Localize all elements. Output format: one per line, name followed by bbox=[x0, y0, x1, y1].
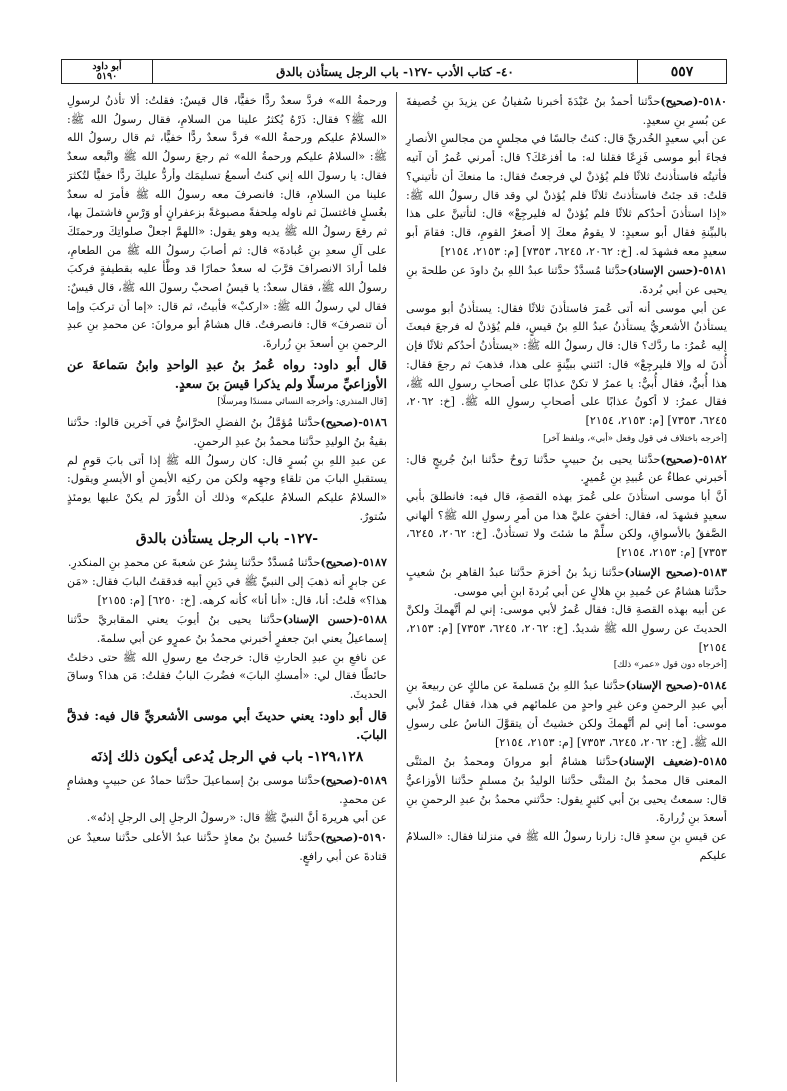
book-reference bbox=[62, 60, 152, 83]
hadith-text: عن عبدِ اللهِ بنِ بُسرٍ قال: كان رسولُ الله ﷺ إذا أتى بابَ قومٍ لم يستقبلِ البابَ من تلقاءِ وجهِه ولكن من ركنِه الأيمنِ أو الأيسرِ ويقول: «السلامُ عليكم السلامُ عليكم» وذلك أن الدُّورَ لم يكنْ عليها يومئذٍ سُتورٌ. bbox=[67, 453, 387, 523]
hadith-entry bbox=[406, 450, 727, 488]
hadith-number: ٥١٨٩-(صحيح) bbox=[320, 772, 387, 787]
hadith-number: ٥١٨٥-(ضعيف الإسناد) bbox=[618, 754, 727, 769]
hadith-number: ٥١٨٤-(صحيح الإسناد) bbox=[625, 678, 727, 693]
hadith-chain: حدَّثنا يحيى بنُ أيوبَ يعني المقابريَّ حدَّثنا إسماعيلُ يعني ابنَ جعفرٍ أخبرني محمدُ بنُ عمرٍو عن أبي سلمةَ. bbox=[67, 613, 387, 645]
hadith-text: عن أبي موسى أنه أتى عُمرَ فاستأذنَ ثلاثًا فقال: يستأذنُ أبو موسى يستأذنُ الأشعريُّ يستأذنُ عبدُ اللهِ بنُ قيسٍ، فلم يُؤذنْ له فرجعَ فبعثَ إليه عُمرُ: ما ردَّك؟ قال: قال رسولُ الله ﷺ: «يستأذنُ أحدُكم ثلاثًا فإن أُذنَ له وإلا فليرجِعْ» قال: ائتني ببيِّنةٍ على هذا، فذهبَ ثم رجعَ فقال: هذا أُبيٌّ، فقال أُبيٌّ: يا عمرُ لا تكنْ عذابًا على أصحابِ رسولِ الله ﷺ، فقال عمرُ: لا أكونُ عذابًا على أصحابِ رسولِ الله ﷺ. [خ: ٢٠٦٢، ٦٢٤٥، ٧٣٥٣] [م: ٢١٥٣، ٢١٥٤] bbox=[406, 301, 727, 427]
footnote: [أخرجه باختلاف في قول وفعل «أبي»، وبلفظ آخر] bbox=[543, 433, 727, 444]
hadith-text: أنَّ أبا موسى استأذنَ على عُمرَ بهذه القصةِ، قال فيه: فانطلقَ بأبي سعيدٍ فشهدَ له، فقال: أخفيَ عليَّ هذا من أمرِ رسولِ الله ﷺ؟ ألهاني الصَّفقُ بالأسواقِ، ولكن سلِّمْ ما شئتَ ولا تستأذنْ. [خ: ٢٠٦٢، ٦٢٤٥، ٧٣٥٣] [م: ٢١٥٣، ٢١٥٤] bbox=[406, 490, 727, 560]
hadith-chain: حدَّثنا مُؤمَّلُ بنُ الفضلِ الحرَّانيُّ في آخرين قالوا: حدَّثنا بقيةُ بنُ الوليدِ حدَّثنا محمدُ بنُ عبدِ الرحمنِ. bbox=[67, 416, 387, 448]
hadith-number: ٥١٩٠-(صحيح) bbox=[320, 830, 387, 845]
hadith-range-number: ٥١٩٠ bbox=[96, 70, 118, 82]
hadith-number: ٥١٨٧-(صحيح) bbox=[320, 555, 387, 570]
page-number: ٥٥٧ bbox=[637, 60, 726, 83]
hadith-chain: حدَّثنا حُسينُ بنُ معاذٍ حدَّثنا عبدُ الأعلى حدَّثنا سعيدٌ عن قتادةَ عن أبي رافعٍ. bbox=[67, 831, 387, 863]
page-header bbox=[61, 59, 727, 84]
two-column-text bbox=[61, 92, 727, 1082]
right-column bbox=[397, 92, 727, 1082]
chapter-heading: -١٢٧- باب الرجل يستأذن بالدق bbox=[135, 531, 319, 548]
hadith-chain: حدَّثنا موسى بنُ إسماعيلَ حدَّثنا حمادٌ عن حبيبٍ وهشامٍ عن محمدٍ. bbox=[67, 773, 387, 806]
hadith-text: عن أبي سعيدٍ الخُدريِّ قال: كنتُ جالسًا في مجلسٍ من مجالسِ الأنصارِ فجاءَ أبو موسى فَزِعًا فقلنا له: ما أفزعَكَ؟ قال: أمرني عُمرُ أن آتيه فأتيتُه فاستأذنتُ ثلاثًا فلم يُؤذنْ لي فرجعتُ فقال: ما منعكَ أن تأتيني؟ قلتُ: قد جئتُ فاستأذنتُ ثلاثًا فلم يُؤذنْ لي وقد قال رسولُ الله ﷺ: «إذا استأذنَ أحدُكم ثلاثًا فلم يُؤذنْ له فليرجِعْ» قال: لتأتينَّ على هذا بالبيِّنةِ فقال أبو سعيدٍ: لا يقومُ معكَ إلا أصغرُ القومِ، قال: فقامَ أبو سعيدٍ معه فشهدَ له. [خ: ٢٠٦٢، ٦٢٤٥، ٧٣٥٣] [م: ٢١٥٣، ٢١٥٤] bbox=[406, 132, 727, 258]
hadith-entry bbox=[67, 771, 387, 809]
hadith-number: ٥١٨٢-(صحيح) bbox=[660, 451, 727, 466]
hadith-text: عن نافعِ بنِ عبدِ الحارثِ قال: خرجتُ مع رسولِ الله ﷺ حتى دخلتُ حائطًا فقال لي: «أمسكِ البابَ» فضُربَ البابُ فقلتُ: مَن هذا؟ وساقَ الحديثَ. bbox=[67, 650, 387, 702]
book-name: أبو داود bbox=[92, 60, 122, 72]
hadith-number: ٥١٨٣-(صحيح الإسناد) bbox=[624, 564, 727, 579]
hadith-chain: حدَّثنا أحمدُ بنُ عَبْدَةَ أخبرنا سُفيانُ عن يزيدَ بنِ خُصيفةَ عن بُسرِ بنِ سعيدٍ. bbox=[406, 95, 727, 127]
hadith-chain: حدَّثنا مُسدَّدٌ حدَّثنا بِشرٌ عن شعبةَ عن محمدِ بنِ المنكدرِ. bbox=[67, 556, 321, 570]
author-comment: قال أبو داود: رواه عُمرُ بنُ عبدِ الواحدِ وابنُ سَماعةَ عن الأوزاعيِّ مرسلًا ولم يذكرا قيسَ بنَ سعدٍ. bbox=[67, 356, 387, 391]
hadith-entry bbox=[406, 676, 727, 752]
hadith-number: ٥١٨١-(حسن الإسناد) bbox=[627, 263, 727, 278]
hadith-chain: حدَّثنا هشامٌ أبو مروانَ ومحمدُ بنُ المثنَّى المعنى قال محمدُ بنُ المثنَّى حدَّثنا الوليدُ بنُ مسلمٍ حدَّثنا الأوزاعيُّ قال: سمعتُ يحيى بنَ أبي كثيرٍ يقول: حدَّثني محمدُ بنُ عبدِ الرحمنِ بنِ أسعدَ بنِ زُرارةَ. bbox=[406, 755, 727, 825]
hadith-number: ٥١٨٦-(صحيح) bbox=[320, 415, 387, 430]
hadith-text: ورحمةُ الله» فردَّ سعدٌ ردًّا خفيًّا، قال قيسٌ: فقلتُ: ألا تأذنُ لرسولِ الله ﷺ؟ فقال: ذَرْهُ يُكثرُ علينا من السلامِ، فقال رسولُ الله ﷺ: «السلامُ عليكم ورحمةُ الله» فردَّ سعدٌ ردًّا خفيًّا، ثم قال رسولُ الله ﷺ: «السلامُ عليكم ورحمةُ الله» ثم رجعَ رسولُ الله ﷺ واتَّبعه سعدٌ فقال: يا رسولَ الله إني كنتُ أسمعُ تسليمَك وأردُّ عليكَ ردًّا خفيًّا لتُكثرَ علينا من السلامِ، قال: فانصرفَ معه رسولُ الله ﷺ فأمرَ له سعدٌ بغُسلٍ فاغتسلَ ثم ناوله مِلحفةً مصبوغةً بزعفرانٍ أو وَرْسٍ فاشتملَ بها، ثم رفعَ رسولُ الله ﷺ يديه وهو يقول: «اللهمَّ اجعلْ صلواتِكَ ورحمتَكَ على آلِ سعدِ بنِ عُبادةَ» قال: ثم أصابَ رسولُ الله ﷺ من الطعامِ، فلما أرادَ الانصرافَ قرَّبَ له سعدٌ حمارًا قد وطَّأ عليه بقطيفةٍ فركبَ رسولُ الله ﷺ، فقال سعدٌ: يا قيسُ اصحبْ رسولَ الله ﷺ، قال قيسٌ: فقال لي رسولُ الله ﷺ: «اركبْ» فأبيتُ، ثم قال: «إما أن تركبَ وإما أن تنصرفَ» قال: فانصرفتُ. قال هشامٌ أبو مروانَ: عن محمدِ بنِ عبدِ الرحمنِ بنِ أسعدَ بنِ زُرارةَ. bbox=[67, 94, 387, 351]
hadith-text: عن أبي هريرةَ أنَّ النبيَّ ﷺ قال: «رسولُ الرجلِ إلى الرجلِ إذنُه». bbox=[86, 811, 387, 825]
chapter-title: ٤٠- كتاب الأدب -١٢٧- باب الرجل يستأذن بالدق bbox=[152, 60, 637, 83]
hadith-number: ٥١٨٠-(صحيح) bbox=[660, 94, 727, 108]
hadith-text: عن جابرٍ أنه ذهبَ إلى النبيِّ ﷺ في دَينِ أبيه فدققتُ البابَ فقال: «مَن هذا؟» قلتُ: أنا، قال: «أنا أنا» كأنه كرهه. [خ: ٦٢٥٠] [م: ٢١٥٥] bbox=[67, 574, 387, 607]
hadith-chain: حدَّثنا زيدُ بنُ أخزمَ حدَّثنا عبدُ القاهرِ بنُ شعيبٍ حدَّثنا هشامٌ عن حُميدِ بنِ هلالٍ عن أبي بُردةَ ابنِ أبي موسى. bbox=[406, 565, 727, 598]
author-comment: قال أبو داود: يعني حديثَ أبي موسى الأشعريِّ قال فيه: فدقَّ البابَ. bbox=[67, 707, 387, 742]
hadith-chain: حدَّثنا يحيى بنُ حبيبٍ حدَّثنا رَوحٌ حدَّثنا ابنُ جُريجٍ قال: أخبرني عطاءٌ عن عُبيدِ بنِ عُميرٍ. bbox=[406, 452, 727, 485]
hadith-chain: حدَّثنا عبدُ اللهِ بنُ مَسلمةَ عن مالكٍ عن ربيعةَ بنِ أبي عبدِ الرحمنِ وعن غيرِ واحدٍ من علمائهم في هذا، فقال عُمرُ لأبي موسى: أما إني لم أتَّهمكَ ولكن خشيتُ أن يتقوَّلَ الناسُ على رسولِ الله ﷺ. [خ: ٢٠٦٢، ٦٢٤٥، ٧٣٥٣] [م: ٢١٥٣، ٢١٥٤] bbox=[406, 679, 727, 749]
footnote: [أخرجاه دون قول «عمر» ذلك] bbox=[613, 660, 727, 671]
hadith-number: ٥١٨٨-(حسن الإسناد) bbox=[282, 612, 387, 627]
footnote: [قال المنذري: وأخرجه النسائي مسندًا ومرسلًا] bbox=[217, 397, 387, 408]
hadith-entry bbox=[406, 92, 727, 130]
chapter-heading: ١٢٩،١٢٨- باب في الرجل يُدعى أيكون ذلك إذنَه bbox=[90, 749, 364, 766]
hadith-entry bbox=[67, 553, 387, 573]
hadith-chain: حدَّثنا مُسدَّدٌ حدَّثنا عبدُ اللهِ بنُ داودَ عن طلحةَ بنِ يحيى عن أبي بُردةَ. bbox=[406, 264, 727, 297]
hadith-entry bbox=[67, 828, 387, 866]
hadith-entry bbox=[67, 610, 387, 648]
hadith-text: عن قيسِ بنِ سعدٍ قال: زارنا رسولُ الله ﷺ في منزلنا فقال: «السلامُ عليكم bbox=[406, 830, 727, 862]
hadith-entry bbox=[406, 261, 727, 299]
hadith-entry bbox=[406, 563, 727, 601]
hadith-text: عن أبيه بهذه القصةِ قال: فقال عُمرُ لأبي موسى: إني لم أتَّهمكَ ولكنَّ الحديثَ عن رسولِ الله ﷺ شديدٌ. [خ: ٢٠٦٢، ٦٢٤٥، ٧٣٥٣] [م: ٢١٥٣، ٢١٥٤] bbox=[406, 603, 727, 654]
left-column bbox=[67, 92, 397, 1082]
hadith-entry bbox=[67, 413, 387, 451]
hadith-entry bbox=[406, 752, 727, 828]
